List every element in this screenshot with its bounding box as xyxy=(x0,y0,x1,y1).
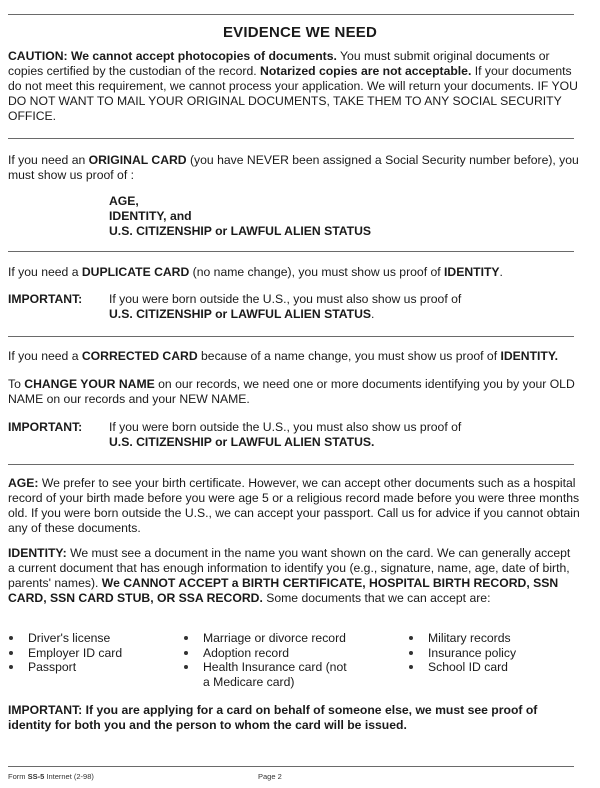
bullet-icon xyxy=(9,651,13,655)
list-item-label: Health Insurance card (not a Medicare card) xyxy=(203,660,347,689)
list-item xyxy=(183,646,363,661)
duplicate-important-text xyxy=(109,292,461,322)
bullet-icon xyxy=(184,636,188,640)
duplicate-card-identity: IDENTITY xyxy=(444,265,500,279)
requirement-identity: IDENTITY, and xyxy=(109,209,192,223)
change-name-text-b: on our records, we need one or more documents identifying you by your OLD NAME on our records and your NEW NAME. xyxy=(8,377,575,406)
corrected-card-identity: IDENTITY. xyxy=(500,349,559,363)
duplicate-important-end: . xyxy=(371,307,375,321)
duplicate-important-bold: U.S. CITIZENSHIP or LAWFUL ALIEN STATUS xyxy=(109,307,372,321)
caution-text-2: If your documents do not meet this requirement, we cannot process your application. We will return your documents. IF YOU DO NOT WANT TO MAIL YOUR ORIGINAL DOCUMENTS, TAKE THEM TO ANY SOCIAL SECURITY OFFICE. xyxy=(8,64,578,123)
form-edition: Internet (2-98) xyxy=(44,772,94,781)
duplicate-card-text-a: If you need a xyxy=(8,265,82,279)
form-prefix: Form xyxy=(8,772,28,781)
requirement-citizenship: U.S. CITIZENSHIP or LAWFUL ALIEN STATUS xyxy=(109,224,372,238)
corrected-card-text-a: If you need a xyxy=(8,349,82,363)
change-name-text-a: To xyxy=(8,377,25,391)
original-card-text-a: If you need an xyxy=(8,153,89,167)
list-item xyxy=(408,631,516,646)
change-name-paragraph xyxy=(8,377,580,407)
identity-text-a: We must see a document in the name you want shown on the card. We can generally accept a current document that has enough information to identify you (e.g., signature, name, age, date of birth, parents' names). xyxy=(8,546,571,590)
caution-bold-1: We cannot accept photocopies of documents. xyxy=(67,49,337,63)
form-id xyxy=(8,769,94,784)
corrected-important-text xyxy=(109,420,461,450)
duplicate-important-label: IMPORTANT: xyxy=(8,292,83,306)
documents-column-2 xyxy=(183,631,363,689)
original-card-text-b: (you have NEVER been assigned a Social Security number before), you must show us proof of : xyxy=(8,153,579,182)
divider-2 xyxy=(8,251,574,252)
page-title: EVIDENCE WE NEED xyxy=(222,24,378,41)
original-card-paragraph xyxy=(8,153,580,183)
age-paragraph xyxy=(8,476,580,536)
documents-column-3 xyxy=(408,631,516,675)
divider-1 xyxy=(8,138,574,139)
list-item-label: Adoption record xyxy=(203,645,290,660)
identity-bold: We CANNOT ACCEPT a BIRTH CERTIFICATE, HOSPITAL BIRTH RECORD, SSN CARD, SSN CARD STUB, OR SSA RECORD. xyxy=(8,576,559,605)
list-item-label: Passport xyxy=(28,660,77,674)
caution-label: CAUTION: xyxy=(8,49,68,63)
duplicate-card-label: DUPLICATE CARD xyxy=(81,265,190,279)
bullet-icon xyxy=(9,636,13,640)
duplicate-card-text-b: (no name change), you must show us proof of xyxy=(189,265,445,279)
bullet-icon xyxy=(409,636,413,640)
list-item-label: Driver's license xyxy=(28,631,111,645)
corrected-card-label: CORRECTED CARD xyxy=(81,349,198,363)
duplicate-important-line: If you were born outside the U.S., you must also show us proof of xyxy=(109,292,462,306)
corrected-card-text-b: because of a name change, you must show us proof of xyxy=(197,349,501,363)
original-card-label: ORIGINAL CARD xyxy=(88,153,187,167)
caution-bold-2: Notarized copies are not acceptable. xyxy=(260,64,472,78)
list-item xyxy=(183,631,363,646)
corrected-important-bold: U.S. CITIZENSHIP or LAWFUL ALIEN STATUS. xyxy=(109,435,375,449)
bullet-icon xyxy=(409,665,413,669)
top-rule xyxy=(8,14,574,15)
change-name-label: CHANGE YOUR NAME xyxy=(24,377,155,391)
duplicate-card-period: . xyxy=(499,265,503,279)
caution-paragraph xyxy=(8,49,580,124)
corrected-important-line: If you were born outside the U.S., you must also show us proof of xyxy=(109,420,462,434)
identity-label: IDENTITY: xyxy=(8,546,67,560)
age-text: We prefer to see your birth certificate. However, we can accept other documents such as a hospital record of your birth made before you were age 5 or a religious record made before you were three months old. If you were born outside the U.S., we can accept your passport. Call us for advice if you cannot obtain any of these documents. xyxy=(8,476,580,535)
list-item-label: Insurance policy xyxy=(428,645,517,660)
bullet-icon xyxy=(409,651,413,655)
divider-3 xyxy=(8,336,574,337)
divider-4 xyxy=(8,464,574,465)
list-item xyxy=(8,660,122,675)
identity-text-b: Some documents that we can accept are: xyxy=(262,591,491,605)
requirement-age: AGE, xyxy=(109,194,139,208)
documents-column-1 xyxy=(8,631,122,675)
final-important-notice: IMPORTANT: If you are applying for a card on behalf of someone else, we must see proof of identity for both you and the person to whom the card will be issued. xyxy=(8,703,538,732)
duplicate-card-paragraph xyxy=(8,265,580,280)
list-item-label: Military records xyxy=(428,631,511,645)
corrected-important-label: IMPORTANT: xyxy=(8,420,83,434)
bullet-icon xyxy=(184,665,188,669)
list-item-label: School ID card xyxy=(428,660,508,674)
page-number: Page 2 xyxy=(258,772,282,781)
original-card-requirements xyxy=(109,194,371,239)
list-item-label: Marriage or divorce record xyxy=(203,631,346,645)
bullet-icon xyxy=(9,665,13,669)
corrected-card-paragraph xyxy=(8,349,580,364)
age-label: AGE: xyxy=(8,476,39,490)
caution-text-1: You must submit original documents or copies certified by the custodian of the record. xyxy=(8,49,550,78)
list-item xyxy=(8,646,122,661)
accepted-documents-list xyxy=(8,631,580,691)
footer-rule xyxy=(8,766,574,767)
list-item xyxy=(183,660,353,689)
bullet-icon xyxy=(184,651,188,655)
list-item xyxy=(8,631,122,646)
list-item xyxy=(408,646,516,661)
list-item xyxy=(408,660,516,675)
list-item-label: Employer ID card xyxy=(28,645,123,660)
identity-paragraph xyxy=(8,546,580,606)
form-number: SS-5 xyxy=(27,772,45,781)
